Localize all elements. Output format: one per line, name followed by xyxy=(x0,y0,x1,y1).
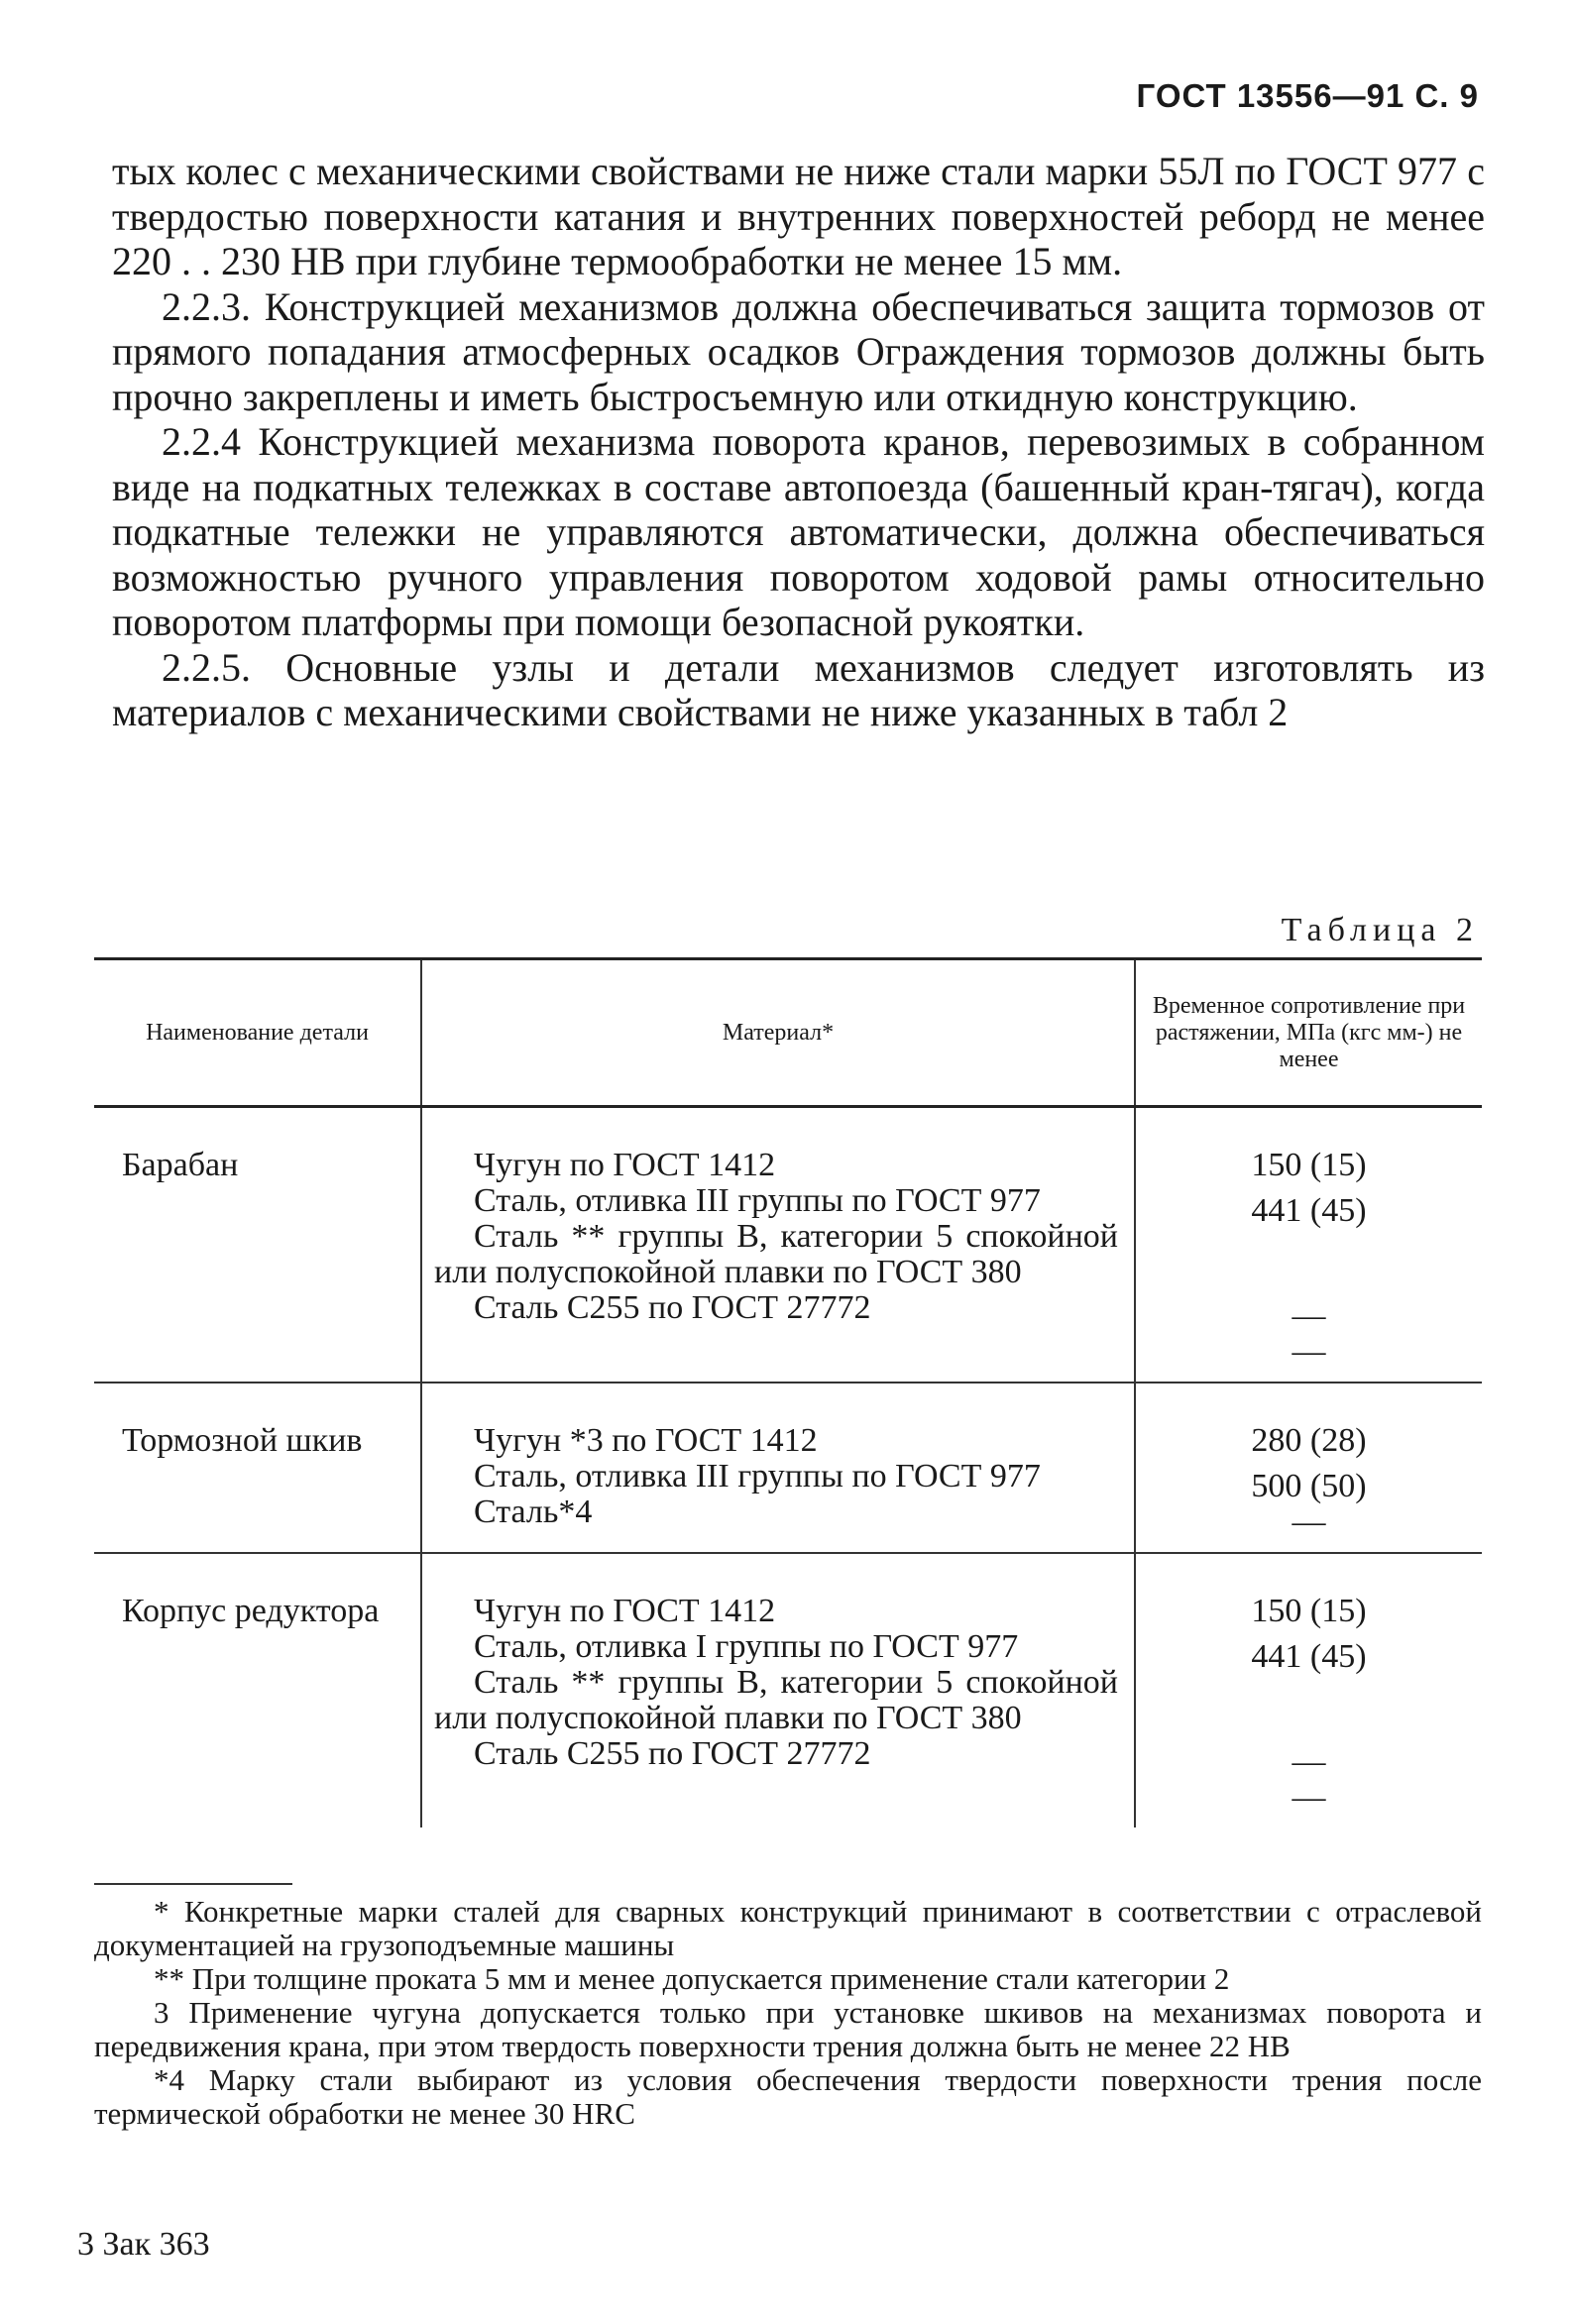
header-strength: Временное сопротивление при растяжении, МПа (кгс мм-) не менее xyxy=(1135,959,1482,1107)
paragraph-2-2-3: 2.2.3. Конструкцией механизмов должна обеспечиваться защита тормозов от прямого попадания атмосферных осадков Ограждения тормозов должны быть прочно закреплены и иметь быстросъемную или откидную конструкцию. xyxy=(112,283,1485,419)
value-item: — xyxy=(1292,1333,1326,1370)
value-item: — xyxy=(1292,1779,1326,1816)
order-number: 3 Зак 363 xyxy=(77,2226,210,2263)
table-header-row xyxy=(94,959,1482,1107)
table-row-drum xyxy=(94,1107,1482,1383)
cell-values xyxy=(1135,1553,1482,1827)
header-part: Наименование детали xyxy=(94,959,421,1107)
cell-part: Тормозной шкив xyxy=(94,1383,421,1553)
table-caption: Таблица 2 xyxy=(1281,912,1479,948)
cell-materials xyxy=(421,1107,1135,1383)
paragraph-continuation: тых колес с механическими свойствами не ниже стали марки 55Л по ГОСТ 977 с твердостью поверхности катания и внутренних поверхностей реборд не менее 220 . . 230 НВ при глубине термообработки не менее 15 мм. xyxy=(112,149,1485,283)
running-head: ГОСТ 13556—91 С. 9 xyxy=(1136,77,1479,114)
material-item: Сталь ** группы В, категории 5 спокойной или полуспокойной плавки по ГОСТ 380 xyxy=(434,1664,1118,1736)
value-item: 150 (15) xyxy=(1251,1593,1367,1629)
material-item: Чугун по ГОСТ 1412 xyxy=(474,1147,776,1183)
materials-table xyxy=(94,957,1482,1827)
cell-materials xyxy=(421,1383,1135,1553)
cell-values xyxy=(1135,1383,1482,1553)
value-item: 280 (28) xyxy=(1251,1422,1367,1459)
value-item: 500 (50) xyxy=(1251,1468,1367,1504)
body-text xyxy=(112,149,1485,735)
value-item: 150 (15) xyxy=(1251,1147,1367,1183)
paragraph-2-2-5: 2.2.5. Основные узлы и детали механизмов следует изготовлять из материалов с механическими свойствами не ниже указанных в табл 2 xyxy=(112,644,1485,734)
value-item: — xyxy=(1292,1743,1326,1780)
cell-values xyxy=(1135,1107,1482,1383)
table-row-brake-pulley xyxy=(94,1383,1482,1553)
material-item: Сталь С255 по ГОСТ 27772 xyxy=(474,1289,871,1326)
value-item: — xyxy=(1292,1297,1326,1334)
footnotes xyxy=(94,1895,1482,2131)
material-item: Сталь*4 xyxy=(474,1494,593,1530)
footnote-divider xyxy=(94,1883,292,1885)
footnote-4: *4 Марку стали выбирают из условия обеспечения твердости поверхности трения после термической обработки не менее 30 HRC xyxy=(94,2062,1482,2131)
paragraph-2-2-4: 2.2.4 Конструкцией механизма поворота кранов, перевозимых в собранном виде на подкатных тележках в составе автопоезда (башенный кран-тягач), когда подкатные тележки не управляются автоматически, должна обеспечиваться возможностью ручного управления поворотом ходовой рамы относительно поворотом платформы при помощи безопасной рукоятки. xyxy=(112,419,1485,644)
cell-materials xyxy=(421,1553,1135,1827)
cell-part: Корпус редуктора xyxy=(122,1593,380,1629)
table-row-gearbox-housing xyxy=(94,1553,1482,1827)
material-item: Сталь, отливка III группы по ГОСТ 977 xyxy=(474,1182,1041,1219)
footnote-3: 3 Применение чугуна допускается только при установке шкивов на механизмах поворота и передвижения крана, при этом твердость поверхности трения должна быть не менее 22 НВ xyxy=(94,1995,1482,2063)
material-item: Сталь ** группы В, категории 5 спокойной или полуспокойной плавки по ГОСТ 380 xyxy=(434,1218,1118,1290)
cell-part: Барабан xyxy=(94,1107,421,1383)
value-item: 441 (45) xyxy=(1251,1638,1367,1675)
footnote-2: ** При толщине проката 5 мм и менее допускается применение стали категории 2 xyxy=(154,1961,1230,1996)
header-material: Материал* xyxy=(421,959,1135,1107)
material-item: Сталь С255 по ГОСТ 27772 xyxy=(474,1735,871,1772)
material-item: Сталь, отливка I группы по ГОСТ 977 xyxy=(474,1628,1019,1665)
material-item: Сталь, отливка III группы по ГОСТ 977 xyxy=(474,1458,1041,1494)
footnote-1: * Конкретные марки сталей для сварных конструкций принимают в соответствии с отраслевой документацией на грузоподъемные машины xyxy=(94,1894,1482,1962)
material-item: Чугун *3 по ГОСТ 1412 xyxy=(474,1422,818,1459)
material-item: Чугун по ГОСТ 1412 xyxy=(474,1593,776,1629)
value-item: — xyxy=(1292,1503,1326,1540)
value-item: 441 (45) xyxy=(1251,1192,1367,1229)
